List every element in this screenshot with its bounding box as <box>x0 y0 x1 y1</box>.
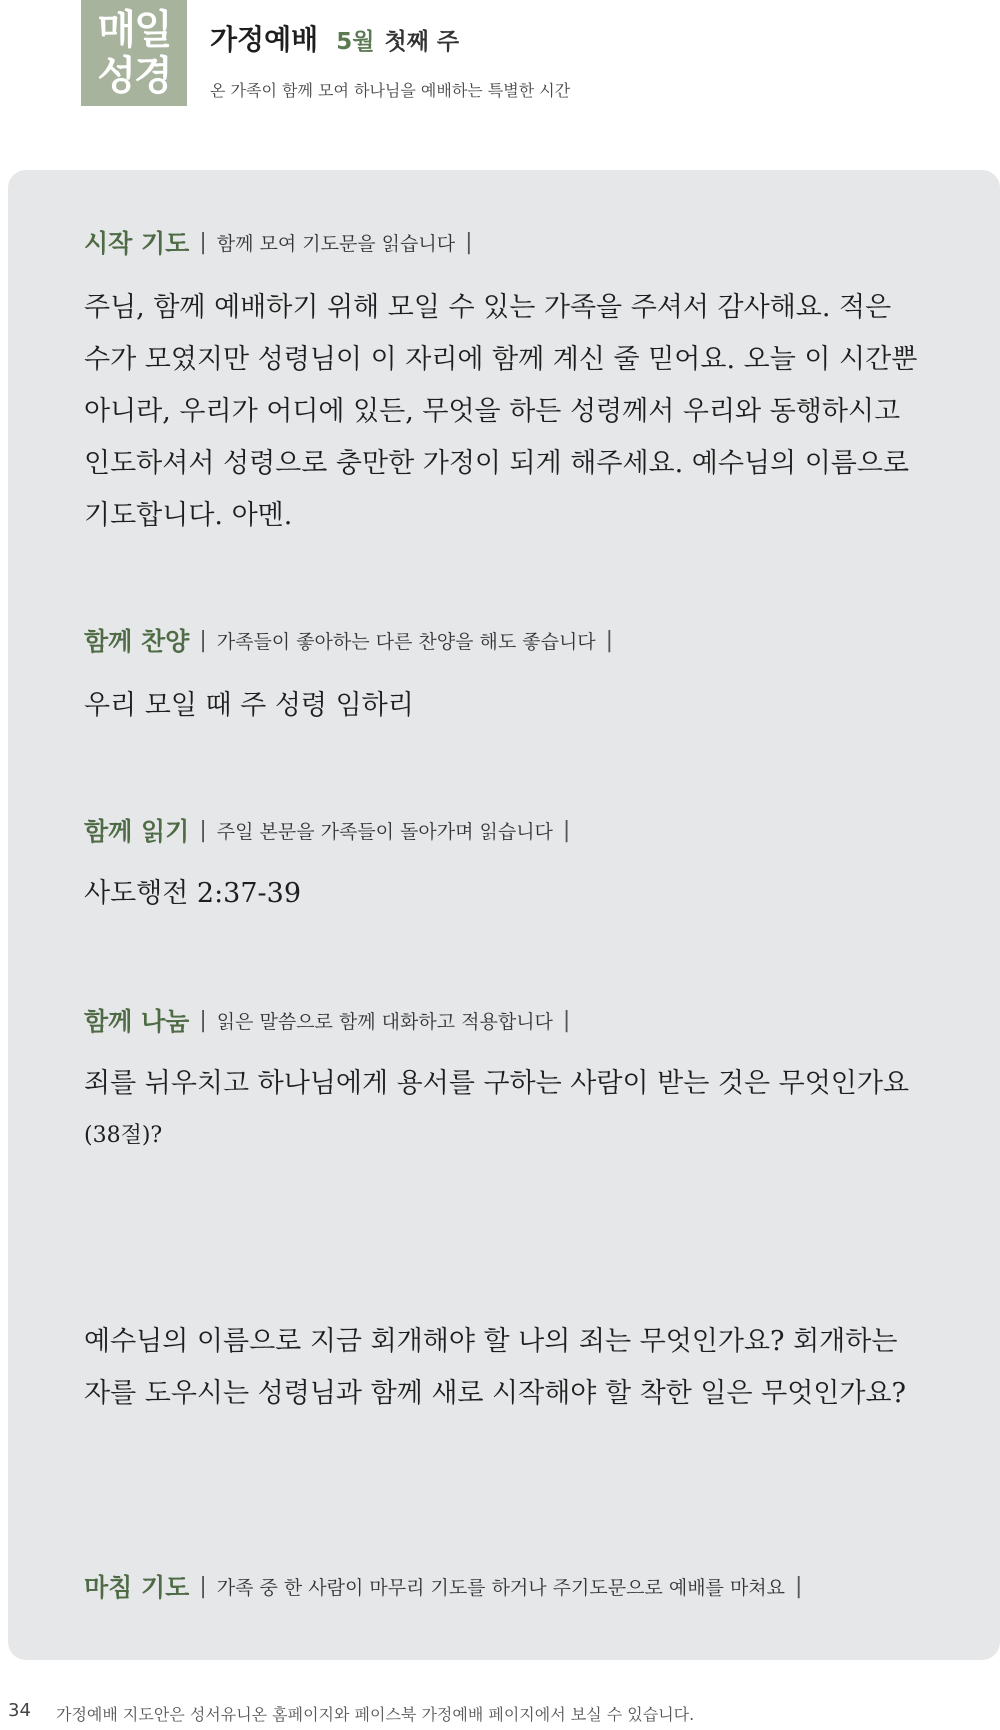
logo-line-2: 성경 <box>97 53 171 99</box>
page-title-month: 5월 <box>336 29 375 55</box>
reading-note: 주일 본문을 가족들이 돌아가며 읽습니다 <box>216 820 553 843</box>
page-title-week: 첫째 주 <box>384 29 460 55</box>
praise-heading <box>84 622 613 658</box>
praise-song-title: 우리 모일 때 주 성령 임하리 <box>84 690 414 721</box>
divider: | <box>795 1573 803 1599</box>
opening-prayer-label: 시작 기도 <box>84 229 190 258</box>
praise-note: 가족들이 좋아하는 다른 찬양을 해도 좋습니다 <box>216 630 596 653</box>
logo-line-1: 매일 <box>97 7 171 53</box>
closing-prayer-note: 가족 중 한 사람이 마무리 기도를 하거나 주기도문으로 예배를 마쳐요 <box>216 1576 786 1599</box>
divider: | <box>199 627 207 653</box>
closing-prayer-heading <box>84 1568 802 1604</box>
page-number: 34 <box>8 1700 31 1721</box>
praise-label: 함께 찬양 <box>84 627 190 656</box>
sharing-question-1-text: 죄를 뉘우치고 하나님에게 용서를 구하는 사람이 받는 것은 무엇인가요 <box>84 1068 910 1099</box>
sharing-label: 함께 나눔 <box>84 1007 190 1036</box>
footer-note: 가정예배 지도안은 성서유니온 홈페이지와 페이스북 가정예배 페이지에서 보실 수 있습니다. <box>56 1705 695 1724</box>
sharing-heading <box>84 1002 570 1038</box>
opening-prayer-heading <box>84 224 473 260</box>
reading-label: 함께 읽기 <box>84 817 190 846</box>
page-subtitle: 온 가족이 함께 모여 하나님을 예배하는 특별한 시간 <box>210 81 571 100</box>
divider: | <box>605 627 614 653</box>
divider: | <box>562 817 571 843</box>
reading-heading <box>84 812 570 848</box>
sharing-question-1 <box>84 1058 928 1162</box>
sharing-question-2: 예수님의 이름으로 지금 회개해야 할 나의 죄는 무엇인가요? 회개하는 자를 도우시는 성령님과 함께 새로 시작해야 할 착한 일은 무엇인가요? <box>84 1326 907 1409</box>
daily-bible-logo <box>81 0 187 106</box>
closing-prayer-label: 마침 기도 <box>84 1573 190 1602</box>
opening-prayer-note: 함께 모여 기도문을 읽습니다 <box>216 232 456 255</box>
divider: | <box>562 1007 571 1033</box>
divider: | <box>199 229 207 255</box>
page-title-main: 가정예배 <box>210 23 319 56</box>
sharing-note: 읽은 말씀으로 함께 대화하고 적용합니다 <box>216 1010 553 1033</box>
page-title <box>210 18 459 62</box>
divider: | <box>199 1573 207 1599</box>
scripture-reference: 사도행전 2:37-39 <box>84 878 302 909</box>
divider: | <box>199 1007 207 1033</box>
sharing-question-1-ref: (38절)? <box>84 1123 163 1148</box>
opening-prayer-text: 주님, 함께 예배하기 위해 모일 수 있는 가족을 주셔서 감사해요. 적은 수가 모였지만 성령님이 이 자리에 함께 계신 줄 믿어요. 오늘 이 시간뿐 아니라, 우리가 어디에 있든, 무엇을 하든 성령께서 우리와 동행하시고 인도하셔서 성령으로 충만한 가정이 되게 해주세요. 예수님의 이름으로 기도합니다. 아멘. <box>84 292 918 531</box>
divider: | <box>465 229 473 255</box>
divider: | <box>199 817 207 843</box>
